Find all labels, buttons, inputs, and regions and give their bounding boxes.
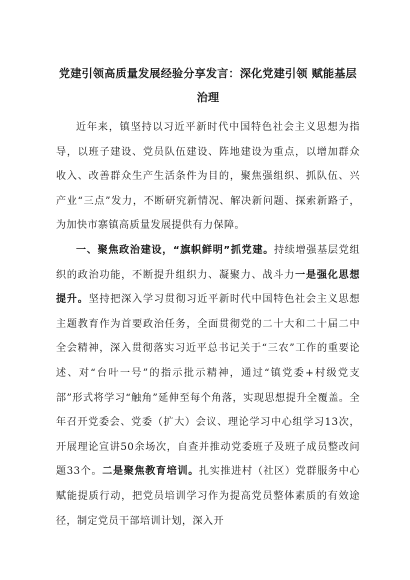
point2-heading: 二是聚焦教育培训。 <box>102 466 199 478</box>
point1-heading: 一是强化思想提升。 <box>56 269 361 306</box>
point2-body: 扎实推进村（社区）党群服务中心赋能提质行动，把党员培训学习作为提高党员整体素质的有效途径，制定党员干部培训计划，深入开 <box>56 466 361 527</box>
document-title: 党建引领高质量发展经验分享发言：深化党建引领 赋能基层治理 <box>59 67 357 104</box>
intro-paragraph: 近年来，镇坚持以习近平新时代中国特色社会主义思想为指导，以班子建设、党员队伍建设、阵地建设为重点，以增加群众收入、改善群众生产生活条件为目的，聚焦强组织、抓队伍、兴产业“三点”发力，不断研究新情况、解决新问题、探索新路子，为加快市寨镇高质量发展提供有力保障。 <box>56 122 360 232</box>
point1-body: 坚持把深入学习贯彻习近平新时代中国特色社会主义思想主题教育作为首要政治任务，全面贯彻党的二十大和二十届二中全会精神，深入贯彻落实习近平总书记关于“三农”工作的重要论述、对“台叶一号”的指示批示精神，通过“镇党委+村级党支部”形式将学习“触角”延伸至每个角落，实现思想提升全覆盖。全年召开党委会、党委（扩大）会议、理论学习中心组学习13次，开展理论宣讲50余场次，自查并推动党委班子及班子成员整改问题33个。 <box>56 294 361 478</box>
section1-heading: 一、聚焦政治建设，“旗帜鲜明”抓党建。 <box>76 244 275 256</box>
section1-intro: 持续增强基层党组织的政治功能，不断提升组织力、凝聚力、战斗力 <box>56 244 360 281</box>
section1-paragraph <box>56 239 360 534</box>
